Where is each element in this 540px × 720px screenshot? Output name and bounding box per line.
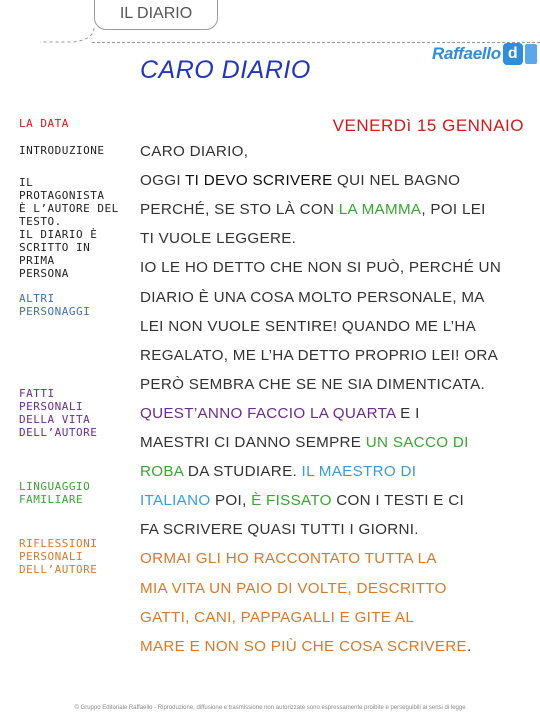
diary-segment: ORMAI GLI HO RACCONTATO TUTTA LA bbox=[140, 550, 437, 568]
side-label-line: DELL’AUTORE bbox=[19, 563, 98, 576]
diary-segment: OGGI bbox=[140, 172, 186, 190]
diary-segment: MAESTRI CI DANNO SEMPRE bbox=[140, 434, 366, 451]
diary-line bbox=[140, 347, 498, 364]
side-label-line: RIFLESSIONI bbox=[19, 537, 98, 550]
diary-segment: CON I TESTI E CI bbox=[331, 492, 464, 510]
logo-text: Raffaello bbox=[432, 44, 501, 63]
logo-tag-icon bbox=[525, 44, 537, 64]
diary-line bbox=[140, 521, 419, 538]
section-tab-label: IL DIARIO bbox=[119, 5, 193, 22]
diary-line bbox=[140, 318, 476, 335]
diary-segment: GATTI, CANI, PAPPAGALLI E GITE AL bbox=[140, 608, 415, 626]
diary-line bbox=[140, 376, 485, 393]
side-label-line: È L’AUTORE DEL bbox=[19, 202, 119, 215]
diary-segment: TI VUOLE LEGGERE. bbox=[140, 230, 297, 248]
diary-line bbox=[140, 143, 248, 160]
diary-segment: LA MAMMA bbox=[338, 201, 422, 219]
diary-line bbox=[140, 201, 486, 218]
side-label-line: FAMILIARE bbox=[19, 493, 84, 506]
diary-line bbox=[140, 609, 414, 626]
side-label-line: FATTI bbox=[19, 387, 55, 400]
diary-segment: ITALIANO bbox=[140, 492, 211, 510]
diary-line bbox=[140, 463, 416, 480]
side-label-line: IL bbox=[19, 176, 34, 189]
diary-segment: LEI NON VUOLE SENTIRE! QUANDO ME L’HA bbox=[140, 317, 477, 335]
diary-segment: E I bbox=[395, 404, 420, 422]
diary-segment: MIA VITA UN PAIO DI VOLTE, DESCRITTO bbox=[140, 579, 447, 597]
diary-segment: DA STUDIARE. bbox=[183, 463, 302, 481]
label-fatti-personali bbox=[19, 387, 97, 439]
decorative-curve bbox=[40, 28, 100, 88]
label-data: LA DATA bbox=[19, 117, 69, 130]
diary-line bbox=[140, 434, 469, 451]
side-label-line: ALTRI bbox=[19, 292, 55, 305]
side-label-line: PERSONAGGI bbox=[19, 305, 91, 318]
diary-segment: FA SCRIVERE QUASI TUTTI I GIORNI. bbox=[140, 521, 419, 539]
side-label-line: PRIMA bbox=[19, 254, 55, 267]
side-label-line: LINGUAGGIO bbox=[19, 480, 91, 493]
label-protagonista bbox=[19, 176, 119, 280]
side-label-line: DELL’AUTORE bbox=[19, 426, 98, 439]
side-label-line: SCRITTO IN bbox=[19, 241, 91, 254]
diary-line bbox=[140, 230, 296, 247]
diary-segment: POI, bbox=[210, 492, 252, 510]
section-tab bbox=[94, 0, 218, 30]
diary-line bbox=[140, 550, 437, 567]
diary-segment: MARE E NON SO PIÙ CHE COSA SCRIVERE bbox=[140, 637, 467, 655]
diary-segment: PERÒ SEMBRA CHE SE NE SIA DIMENTICATA. bbox=[140, 375, 486, 393]
diary-segment: TI DEVO SCRIVERE bbox=[185, 172, 333, 190]
diary-line bbox=[140, 172, 460, 189]
label-linguaggio bbox=[19, 480, 90, 506]
diary-segment: , POI LEI bbox=[421, 201, 486, 219]
diary-segment: REGALATO, ME L’HA DETTO PROPRIO LEI! ORA bbox=[140, 346, 499, 364]
diary-segment: IL MAESTRO DI bbox=[301, 463, 417, 481]
diary-line bbox=[140, 405, 420, 422]
label-altri-personaggi bbox=[19, 292, 90, 318]
publisher-logo bbox=[432, 40, 537, 68]
side-label-line: PERSONALI bbox=[19, 550, 84, 563]
side-label-line: DELLA VITA bbox=[19, 413, 91, 426]
diary-line bbox=[140, 638, 472, 655]
diary-segment: QUI NEL BAGNO bbox=[332, 172, 461, 190]
diary-segment: PERCHÉ, SE STO LÀ CON bbox=[140, 201, 339, 219]
diary-line bbox=[140, 492, 464, 509]
diary-segment: DIARIO È UNA COSA MOLTO PERSONALE, MA bbox=[140, 288, 485, 306]
copyright-footer: © Gruppo Editoriale Raffaello - Riproduzione, diffusione e trasmissione non autorizzate sono espressamente proibite e perseguibili ai sensi di legge bbox=[74, 705, 466, 711]
label-introduzione: INTRODUZIONE bbox=[19, 144, 105, 157]
label-riflessioni bbox=[19, 537, 97, 576]
side-label-line: PERSONALI bbox=[19, 400, 84, 413]
diary-line bbox=[140, 259, 501, 276]
page-title: CARO DIARIO bbox=[140, 56, 311, 84]
diary-segment: . bbox=[466, 637, 472, 655]
diary-segment: IO LE HO DETTO CHE NON SI PUÒ, PERCHÉ UN bbox=[140, 259, 502, 277]
diary-line bbox=[140, 580, 447, 597]
side-label-line: PROTAGONISTA bbox=[19, 189, 105, 202]
diary-segment: ROBA bbox=[140, 463, 184, 481]
diary-segment: QUEST’ANNO FACCIO LA QUARTA bbox=[140, 404, 396, 422]
diary-segment: UN SACCO DI bbox=[365, 434, 469, 451]
diary-line bbox=[140, 289, 485, 306]
diary-date: VENERDì 15 GENNAIO bbox=[332, 116, 524, 135]
logo-letter: d bbox=[503, 43, 523, 65]
diary-segment: È FISSATO bbox=[251, 492, 332, 510]
side-label-line: PERSONA bbox=[19, 267, 69, 280]
diary-segment: CARO DIARIO, bbox=[140, 143, 249, 160]
side-label-line: TESTO. bbox=[19, 215, 62, 228]
side-label-line: IL DIARIO È bbox=[19, 228, 98, 241]
